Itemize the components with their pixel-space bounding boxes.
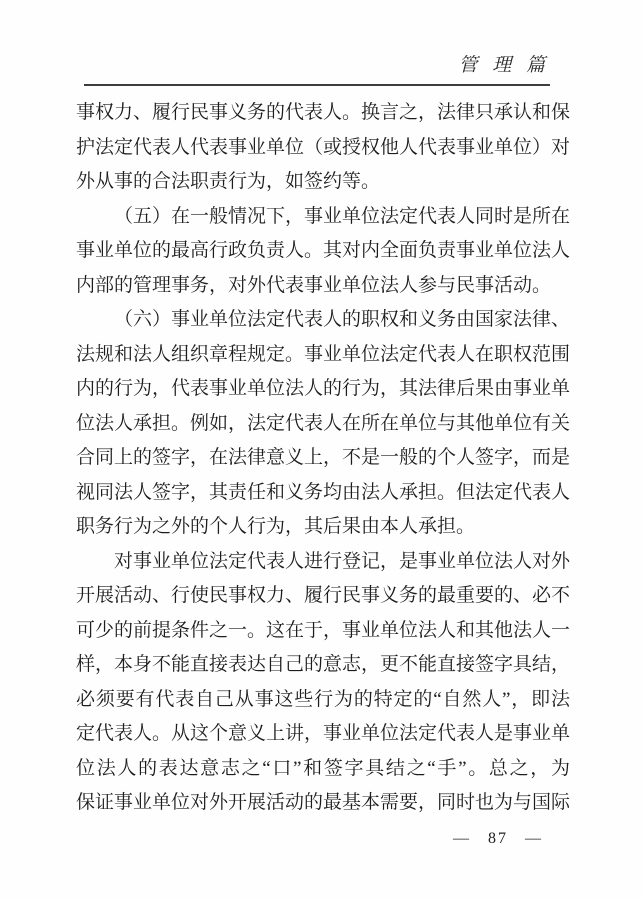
body-text [76, 96, 570, 821]
text-line: 事业单位的最高行政负责人。其对内全面负责事业单位法人 [76, 240, 571, 261]
text-line: 可少的前提条件之一。这在于，事业单位法人和其他法人一 [76, 619, 571, 641]
text-line: 外从事的合法职责行为，如签约等。 [76, 171, 381, 192]
text-line: 内的行为，代表事业单位法人的行为，其法律后果由事业单 [76, 378, 571, 399]
text-line: 内部的管理事务，对外代表事业单位法人参与民事活动。 [76, 274, 552, 296]
text-line: （六）事业单位法定代表人的职权和义务由国家法律、 [114, 309, 571, 330]
text-line: 护法定代表人代表事业单位（或授权他人代表事业单位）对 [76, 136, 571, 158]
text-line: 视同法人签字，其责任和义务均由法人承担。但法定代表人 [76, 481, 571, 503]
text-line: 法规和法人组织章程规定。事业单位法定代表人在职权范围 [76, 343, 571, 365]
header-rule [84, 84, 550, 86]
page-number: — 87 — [453, 830, 543, 847]
text-line: 样，本身不能直接表达自己的意志，更不能直接签字具结， [76, 654, 571, 675]
text-line: 位法人的表达意志之“口”和签字具结之“手”。总之，为 [76, 757, 570, 779]
chapter-title: 管 理 篇 [458, 55, 550, 76]
text-line: 事权力、履行民事义务的代表人。换言之，法律只承认和保 [76, 102, 571, 123]
text-line: 开展活动、行使民事权力、履行民事义务的最重要的、必不 [76, 585, 571, 606]
text-line: 职务行为之外的个人行为，其后果由本人承担。 [76, 516, 476, 537]
text-line: 合同上的签字，在法律意义上，不是一般的个人签字，而是 [76, 447, 571, 468]
text-line: 必须要有代表自己从事这些行为的特定的“自然人”，即法 [76, 688, 570, 710]
text-line: 对事业单位法定代表人进行登记，是事业单位法人对外 [114, 550, 571, 572]
page-header [84, 53, 550, 79]
page-footer [453, 830, 543, 848]
text-line: 定代表人。从这个意义上讲，事业单位法定代表人是事业单 [76, 723, 571, 744]
text-line: 位法人承担。例如，法定代表人在所在单位与其他单位有关 [76, 412, 571, 434]
text-line: 保证事业单位对外开展活动的最基本需要，同时也为与国际 [76, 792, 571, 813]
text-line: （五）在一般情况下，事业单位法定代表人同时是所在 [114, 205, 571, 227]
